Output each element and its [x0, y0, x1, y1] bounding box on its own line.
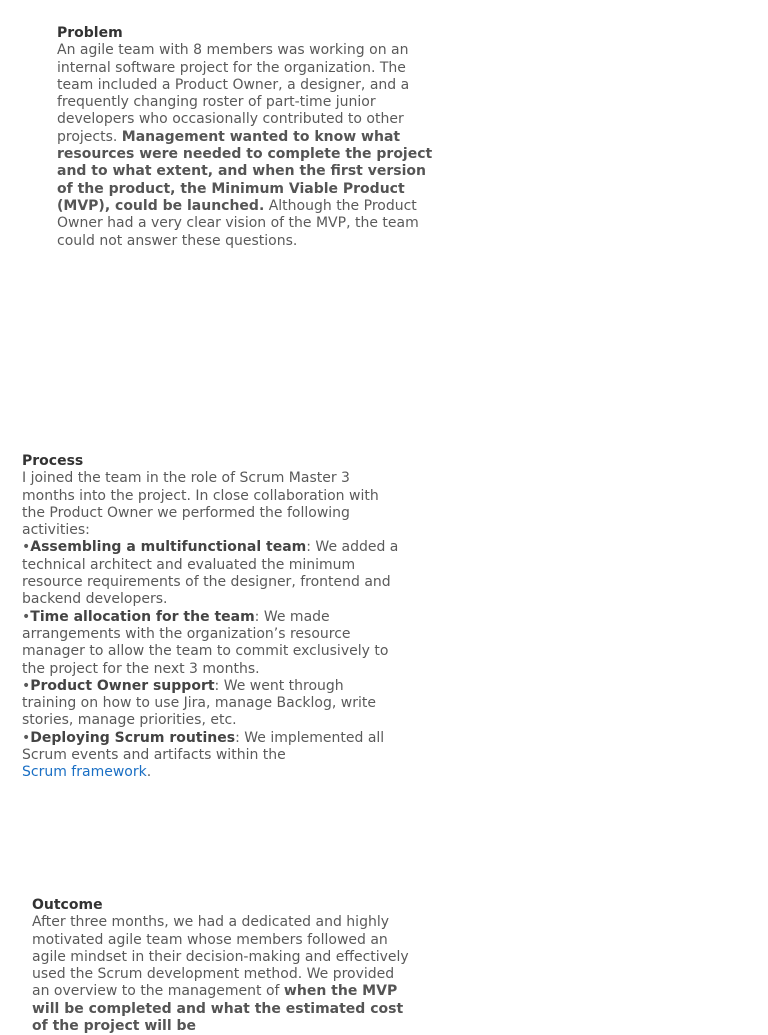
process-item-label: Deploying Scrum routines: [30, 729, 236, 746]
bullet: •: [22, 608, 31, 625]
process-item-time: [22, 609, 402, 678]
problem-text-1: An agile team with 8 members was working on an internal software project for the organization. The team included a Product Owner, a designer, and a frequently changing roster of part-time junior developers who occasionally contributed to other projects.: [57, 42, 410, 145]
outcome-text-1: After three months, we had a dedicated and highly motivated agile team whose members followed an agile mindset in their decision-making and effectively used the Scrum development method. We provided an overview to the management of: [32, 914, 409, 1000]
process-item-po: [22, 678, 402, 730]
process-item-label: Time allocation for the team: [30, 608, 255, 625]
process-section: [22, 453, 402, 782]
outcome-section: [32, 897, 412, 1035]
process-item-text: : We went through training on how to use Jira, manage Backlog, write stories, manage priorities, etc.: [22, 677, 376, 729]
problem-bold-text: Management wanted to know what resources were needed to complete the project and to what extent, and when the first version of the product, the Minimum Viable Product (MVP), could be launched.: [57, 128, 433, 214]
bullet: •: [22, 539, 31, 556]
outcome-bold-text: when the MVP will be completed and what the estimated cost of the project will be: [32, 983, 404, 1035]
link-trailing-period: .: [146, 764, 152, 781]
process-item-label: Assembling a multifunctional team: [30, 539, 307, 556]
bullet: •: [22, 729, 31, 746]
process-item-label: Product Owner support: [30, 677, 215, 694]
problem-text-2: Although the Product Owner had a very clear vision of the MVP, the team could not answer these questions.: [57, 197, 419, 249]
process-heading: Process: [22, 453, 84, 469]
problem-text: [57, 42, 437, 250]
outcome-heading: Outcome: [32, 897, 103, 913]
process-item-team: [22, 539, 402, 608]
process-item-text: : We made arrangements with the organization’s resource manager to allow the team to commit exclusively to the project for the next 3 months.: [22, 608, 389, 677]
process-intro: I joined the team in the role of Scrum Master 3 months into the project. In close collaboration with the Product Owner we performed the following activities:: [22, 470, 379, 539]
scrum-framework-link[interactable]: Scrum framework: [22, 764, 147, 781]
process-item-text: : We added a technical architect and evaluated the minimum resource requirements of the designer, frontend and backend developers.: [22, 539, 399, 608]
problem-heading: Problem: [57, 25, 123, 41]
outcome-text: [32, 914, 412, 1035]
problem-section: [57, 25, 437, 250]
process-item-text: : We implemented all Scrum events and artifacts within the: [22, 729, 385, 764]
bullet: •: [22, 677, 31, 694]
process-item-scrum: [22, 730, 402, 782]
